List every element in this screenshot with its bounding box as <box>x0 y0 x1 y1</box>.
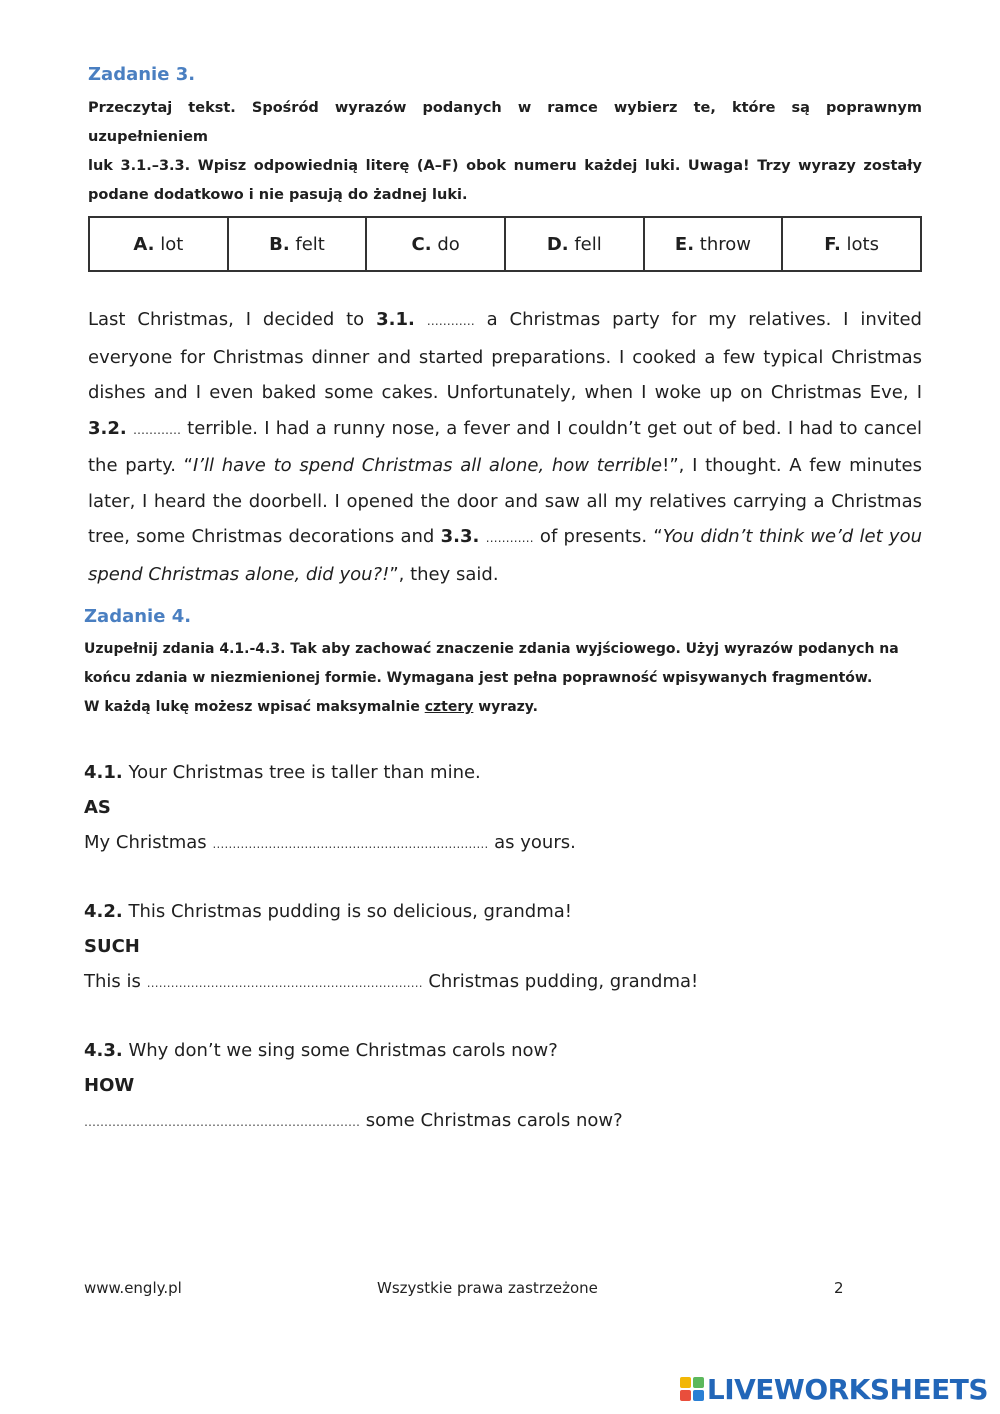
option-a: A. lot <box>89 217 228 271</box>
task3-instruction-line-1: Przeczytaj tekst. Spośród wyrazów podanych w ramce wybierz te, które są poprawnym uzupełnieniem <box>88 100 922 145</box>
item-4-1-answer-line: My Christmas …………………………………………………………… as yours. <box>84 832 576 853</box>
task3-text: Last Christmas, I decided to 3.1. ………… a Christmas party for my relatives. I invited everyone for Christmas dinner and started preparations. I cooked a few typical Christmas dishes and I even baked some cakes. Unfortunately, when I woke up on Christmas Eve, I 3.2. ………… terrible. I had a runny nose, a fever and I couldn’t get out of bed. I had to cancel the party. “I’ll have to spend Christmas all alone, how terrible!”, I thought. A few minutes later, I heard the doorbell. I opened the door and saw all my relatives carrying a Christmas tree, some Christmas decorations and 3.3. ………… of presents. “You didn’t think we’d let you spend Christmas alone, did you?!”, they said. <box>88 309 922 585</box>
option-b: B. felt <box>228 217 367 271</box>
gap-3-1-label: 3.1. <box>376 309 415 330</box>
gap-4-2[interactable]: …………………………………………………………… <box>146 976 423 990</box>
task4-heading: Zadanie 4. <box>84 606 192 627</box>
option-e: E. throw <box>644 217 783 271</box>
task3-instruction-line-2: luk 3.1.–3.3. Wpisz odpowiednią literę (A–F) obok numeru każdej luki. Uwaga! Trzy wyrazy zostały <box>88 158 922 174</box>
item-4-2-keyword: SUCH <box>84 936 140 957</box>
task4-instructions <box>84 635 924 722</box>
logo-grid-icon <box>680 1377 704 1401</box>
item-4-3-answer-line: …………………………………………………………… some Christmas carols now? <box>84 1110 623 1131</box>
item-4-1-keyword: AS <box>84 797 111 818</box>
word-box <box>88 216 922 272</box>
gap-3-3-label: 3.3. <box>440 526 480 547</box>
gap-3-2[interactable]: ………… <box>132 422 181 437</box>
liveworksheets-logo <box>680 1372 988 1406</box>
gap-4-3[interactable]: …………………………………………………………… <box>84 1115 360 1129</box>
option-f: F. lots <box>782 217 921 271</box>
gap-3-1[interactable]: ………… <box>426 314 475 328</box>
item-4-2-sentence: 4.2. This Christmas pudding is so delicious, grandma! <box>84 901 573 922</box>
task3-instruction-line-3: podane dodatkowo i nie pasują do żadnej luki. <box>88 187 468 203</box>
task4-instruction-line-2: końcu zdania w niezmienionej formie. Wymagana jest pełna poprawność wpisywanych fragmentów. <box>84 670 873 686</box>
gap-4-1[interactable]: …………………………………………………………… <box>212 837 489 851</box>
task3-instructions <box>88 94 922 210</box>
task3-heading: Zadanie 3. <box>88 64 196 85</box>
item-4-1-sentence: 4.1. Your Christmas tree is taller than mine. <box>84 762 481 783</box>
footer-page-number: 2 <box>834 1279 844 1297</box>
gap-3-2-label: 3.2. <box>88 417 127 439</box>
option-d: D. fell <box>505 217 644 271</box>
item-4-3-sentence: 4.3. Why don’t we sing some Christmas carols now? <box>84 1040 558 1061</box>
item-4-3-keyword: HOW <box>84 1075 135 1096</box>
gap-3-3[interactable]: ………… <box>485 531 534 545</box>
footer-site: www.engly.pl <box>84 1279 182 1297</box>
item-4-2-answer-line: This is …………………………………………………………… Christmas pudding, grandma! <box>84 971 699 992</box>
task4-instruction-line-1: Uzupełnij zdania 4.1.-4.3. Tak aby zachować znaczenie zdania wyjściowego. Użyj wyrazów podanych na <box>84 641 899 657</box>
task4-instruction-line-3: W każdą lukę możesz wpisać maksymalnie cztery wyrazy. <box>84 699 538 715</box>
logo-text: LIVEWORKSHEETS <box>706 1372 988 1406</box>
option-c: C. do <box>366 217 505 271</box>
footer-rights: Wszystkie prawa zastrzeżone <box>377 1279 598 1297</box>
